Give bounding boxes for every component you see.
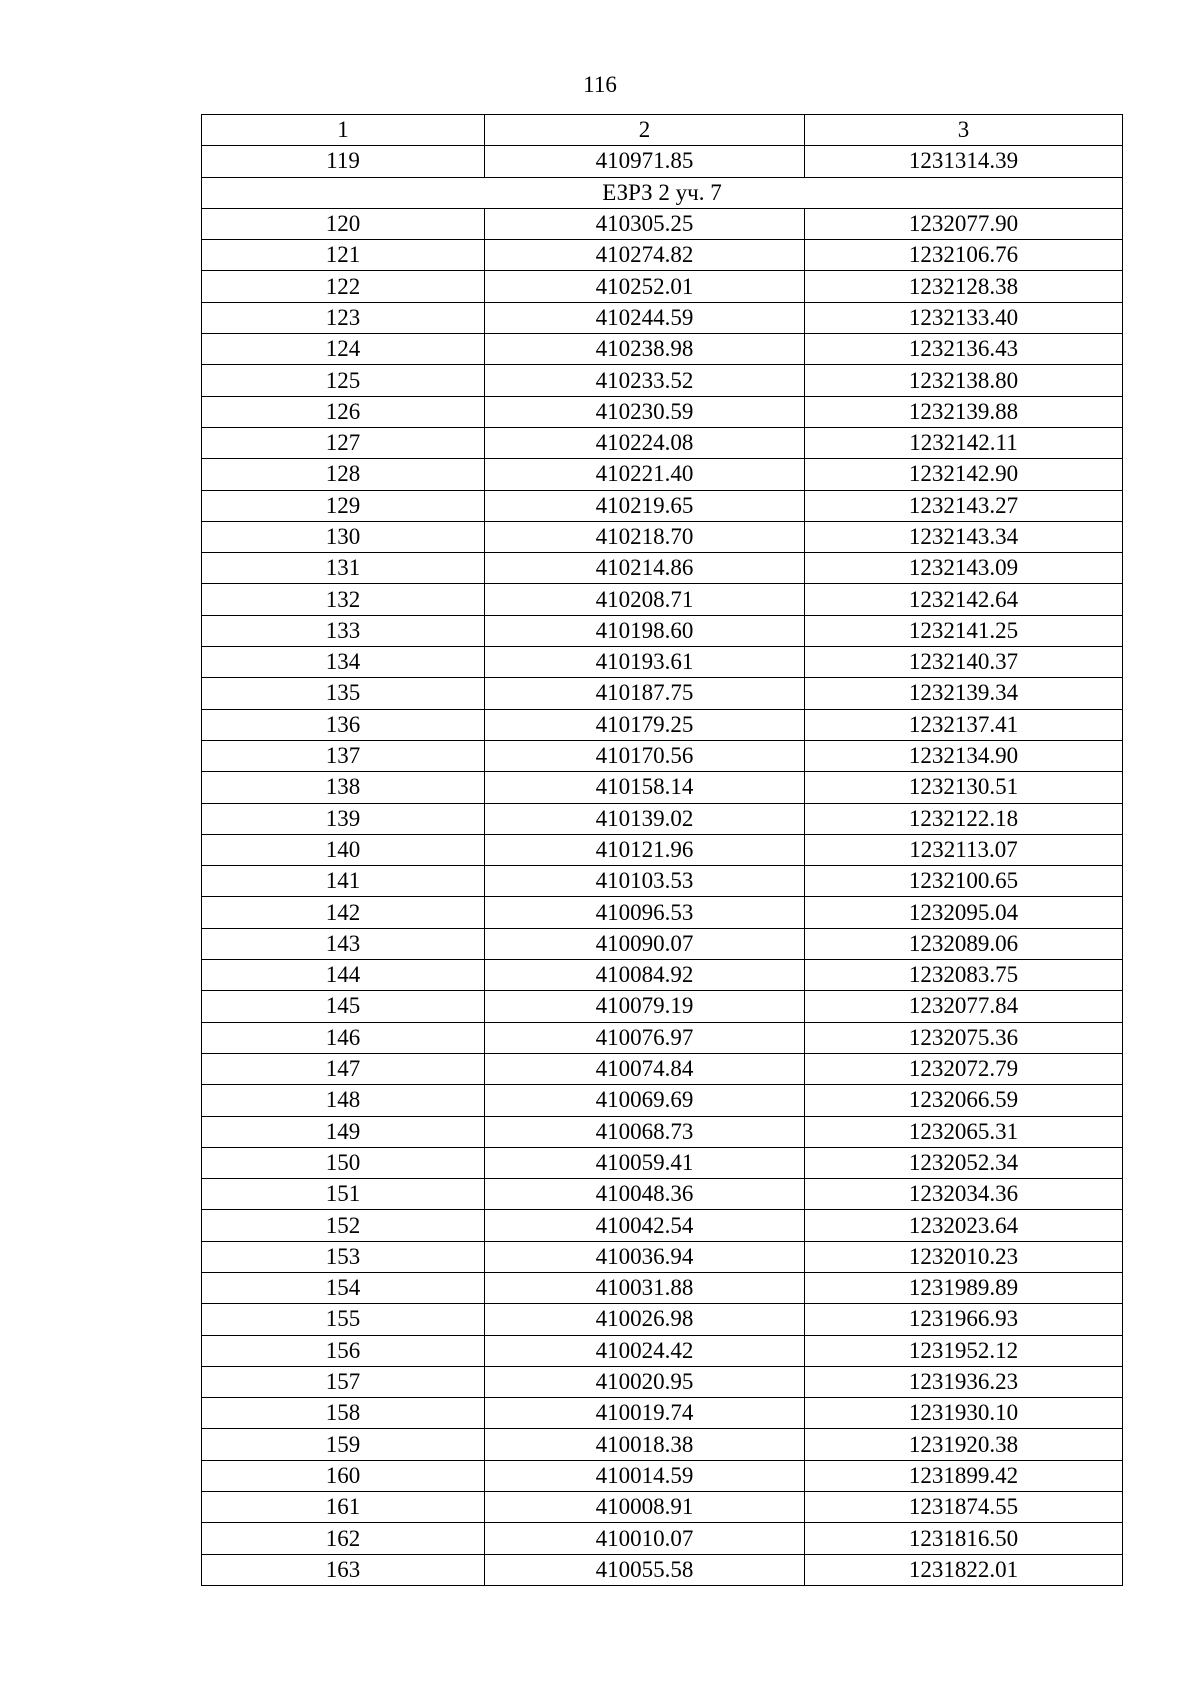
- table-row: [202, 1022, 1123, 1053]
- y-coordinate-cell: 1232095.04: [805, 897, 1123, 928]
- point-number-cell: 158: [202, 1398, 485, 1429]
- point-number-cell: 144: [202, 960, 485, 991]
- y-coordinate-cell: 1232113.07: [805, 834, 1123, 865]
- table-row: [202, 803, 1123, 834]
- point-number-cell: 152: [202, 1210, 485, 1241]
- point-number-cell: 124: [202, 334, 485, 365]
- x-coordinate-cell: 410252.01: [485, 271, 805, 302]
- x-coordinate-cell: 410059.41: [485, 1147, 805, 1178]
- x-coordinate-cell: 410048.36: [485, 1179, 805, 1210]
- x-coordinate-cell: 410084.92: [485, 960, 805, 991]
- table-row: [202, 271, 1123, 302]
- point-number-cell: 120: [202, 208, 485, 239]
- point-number-cell: 149: [202, 1116, 485, 1147]
- point-number-cell: 128: [202, 459, 485, 490]
- point-number-cell: 142: [202, 897, 485, 928]
- x-coordinate-cell: 410121.96: [485, 834, 805, 865]
- column-header-1: 1: [202, 115, 485, 146]
- point-number-cell: 135: [202, 678, 485, 709]
- y-coordinate-cell: 1232100.65: [805, 866, 1123, 897]
- table-row: [202, 240, 1123, 271]
- y-coordinate-cell: 1231952.12: [805, 1335, 1123, 1366]
- table-row: [202, 553, 1123, 584]
- point-number-cell: 147: [202, 1053, 485, 1084]
- table-row: [202, 1272, 1123, 1303]
- y-coordinate-cell: 1232142.90: [805, 459, 1123, 490]
- table-row: [202, 1398, 1123, 1429]
- table-row: [202, 1147, 1123, 1178]
- point-number-cell: 151: [202, 1179, 485, 1210]
- x-coordinate-cell: 410238.98: [485, 334, 805, 365]
- point-number-cell: 160: [202, 1460, 485, 1491]
- y-coordinate-cell: 1232083.75: [805, 960, 1123, 991]
- point-number-cell: 153: [202, 1241, 485, 1272]
- x-coordinate-cell: 410187.75: [485, 678, 805, 709]
- y-coordinate-cell: 1231966.93: [805, 1304, 1123, 1335]
- y-coordinate-cell: 1231874.55: [805, 1492, 1123, 1523]
- point-number-cell: 156: [202, 1335, 485, 1366]
- y-coordinate-cell: 1232052.34: [805, 1147, 1123, 1178]
- section-title: ЕЗРЗ 2 уч. 7: [202, 177, 1123, 208]
- table-row: [202, 1429, 1123, 1460]
- x-coordinate-cell: 410193.61: [485, 647, 805, 678]
- point-number-cell: 136: [202, 709, 485, 740]
- x-coordinate-cell: 410018.38: [485, 1429, 805, 1460]
- y-coordinate-cell: 1231930.10: [805, 1398, 1123, 1429]
- table-row: [202, 647, 1123, 678]
- point-number-cell: 130: [202, 521, 485, 552]
- point-number-cell: 157: [202, 1366, 485, 1397]
- table-row: [202, 365, 1123, 396]
- point-number-cell: 150: [202, 1147, 485, 1178]
- point-number-cell: 154: [202, 1272, 485, 1303]
- point-number-cell: 161: [202, 1492, 485, 1523]
- y-coordinate-cell: 1232133.40: [805, 302, 1123, 333]
- table-row: [202, 1241, 1123, 1272]
- point-number-cell: 119: [202, 146, 485, 177]
- y-coordinate-cell: 1231920.38: [805, 1429, 1123, 1460]
- table-row: [202, 459, 1123, 490]
- table-row: [202, 834, 1123, 865]
- x-coordinate-cell: 410024.42: [485, 1335, 805, 1366]
- table-row: [202, 490, 1123, 521]
- x-coordinate-cell: 410014.59: [485, 1460, 805, 1491]
- table-header: [202, 115, 1123, 146]
- y-coordinate-cell: 1232023.64: [805, 1210, 1123, 1241]
- table-row: [202, 1304, 1123, 1335]
- x-coordinate-cell: 410971.85: [485, 146, 805, 177]
- y-coordinate-cell: 1232072.79: [805, 1053, 1123, 1084]
- table-row: [202, 1554, 1123, 1585]
- point-number-cell: 134: [202, 647, 485, 678]
- y-coordinate-cell: 1232122.18: [805, 803, 1123, 834]
- x-coordinate-cell: 410031.88: [485, 1272, 805, 1303]
- section-row: [202, 177, 1123, 208]
- point-number-cell: 138: [202, 772, 485, 803]
- point-number-cell: 143: [202, 928, 485, 959]
- y-coordinate-cell: 1231989.89: [805, 1272, 1123, 1303]
- table-row: [202, 1335, 1123, 1366]
- x-coordinate-cell: 410224.08: [485, 427, 805, 458]
- y-coordinate-cell: 1232089.06: [805, 928, 1123, 959]
- x-coordinate-cell: 410244.59: [485, 302, 805, 333]
- table-row: [202, 208, 1123, 239]
- y-coordinate-cell: 1232139.34: [805, 678, 1123, 709]
- y-coordinate-cell: 1232138.80: [805, 365, 1123, 396]
- point-number-cell: 148: [202, 1085, 485, 1116]
- x-coordinate-cell: 410020.95: [485, 1366, 805, 1397]
- x-coordinate-cell: 410170.56: [485, 740, 805, 771]
- x-coordinate-cell: 410305.25: [485, 208, 805, 239]
- x-coordinate-cell: 410076.97: [485, 1022, 805, 1053]
- table-row: [202, 772, 1123, 803]
- x-coordinate-cell: 410103.53: [485, 866, 805, 897]
- x-coordinate-cell: 410096.53: [485, 897, 805, 928]
- x-coordinate-cell: 410079.19: [485, 991, 805, 1022]
- x-coordinate-cell: 410090.07: [485, 928, 805, 959]
- x-coordinate-cell: 410274.82: [485, 240, 805, 271]
- table-body: [202, 146, 1123, 1586]
- y-coordinate-cell: 1232142.64: [805, 584, 1123, 615]
- x-coordinate-cell: 410026.98: [485, 1304, 805, 1335]
- point-number-cell: 163: [202, 1554, 485, 1585]
- x-coordinate-cell: 410208.71: [485, 584, 805, 615]
- x-coordinate-cell: 410218.70: [485, 521, 805, 552]
- point-number-cell: 159: [202, 1429, 485, 1460]
- table-row: [202, 302, 1123, 333]
- y-coordinate-cell: 1232140.37: [805, 647, 1123, 678]
- x-coordinate-cell: 410042.54: [485, 1210, 805, 1241]
- point-number-cell: 141: [202, 866, 485, 897]
- table-row: [202, 1179, 1123, 1210]
- table-row: [202, 1085, 1123, 1116]
- point-number-cell: 162: [202, 1523, 485, 1554]
- table-row: [202, 1492, 1123, 1523]
- table-row: [202, 928, 1123, 959]
- y-coordinate-cell: 1232075.36: [805, 1022, 1123, 1053]
- x-coordinate-cell: 410008.91: [485, 1492, 805, 1523]
- column-header-2: 2: [485, 115, 805, 146]
- y-coordinate-cell: 1232142.11: [805, 427, 1123, 458]
- table-row: [202, 866, 1123, 897]
- point-number-cell: 125: [202, 365, 485, 396]
- table-row: [202, 897, 1123, 928]
- x-coordinate-cell: 410233.52: [485, 365, 805, 396]
- table-row: [202, 427, 1123, 458]
- point-number-cell: 127: [202, 427, 485, 458]
- y-coordinate-cell: 1232134.90: [805, 740, 1123, 771]
- point-number-cell: 132: [202, 584, 485, 615]
- point-number-cell: 146: [202, 1022, 485, 1053]
- y-coordinate-cell: 1231936.23: [805, 1366, 1123, 1397]
- table-row: [202, 1116, 1123, 1147]
- x-coordinate-cell: 410230.59: [485, 396, 805, 427]
- x-coordinate-cell: 410198.60: [485, 615, 805, 646]
- table-row: [202, 396, 1123, 427]
- point-number-cell: 145: [202, 991, 485, 1022]
- x-coordinate-cell: 410214.86: [485, 553, 805, 584]
- table-row: [202, 1210, 1123, 1241]
- y-coordinate-cell: 1232106.76: [805, 240, 1123, 271]
- y-coordinate-cell: 1232130.51: [805, 772, 1123, 803]
- table-row: [202, 521, 1123, 552]
- y-coordinate-cell: 1232143.09: [805, 553, 1123, 584]
- x-coordinate-cell: 410010.07: [485, 1523, 805, 1554]
- point-number-cell: 155: [202, 1304, 485, 1335]
- page-number: 116: [583, 72, 617, 97]
- table-row: [202, 1460, 1123, 1491]
- y-coordinate-cell: 1232034.36: [805, 1179, 1123, 1210]
- y-coordinate-cell: 1232136.43: [805, 334, 1123, 365]
- y-coordinate-cell: 1231816.50: [805, 1523, 1123, 1554]
- y-coordinate-cell: 1232066.59: [805, 1085, 1123, 1116]
- x-coordinate-cell: 410179.25: [485, 709, 805, 740]
- y-coordinate-cell: 1232077.90: [805, 208, 1123, 239]
- x-coordinate-cell: 410069.69: [485, 1085, 805, 1116]
- y-coordinate-cell: 1232143.34: [805, 521, 1123, 552]
- y-coordinate-cell: 1232010.23: [805, 1241, 1123, 1272]
- y-coordinate-cell: 1232128.38: [805, 271, 1123, 302]
- point-number-cell: 123: [202, 302, 485, 333]
- x-coordinate-cell: 410036.94: [485, 1241, 805, 1272]
- y-coordinate-cell: 1232077.84: [805, 991, 1123, 1022]
- x-coordinate-cell: 410019.74: [485, 1398, 805, 1429]
- table-row: [202, 1523, 1123, 1554]
- table-row: [202, 1366, 1123, 1397]
- table-row: [202, 584, 1123, 615]
- table-row: [202, 678, 1123, 709]
- table-row: [202, 334, 1123, 365]
- y-coordinate-cell: 1232139.88: [805, 396, 1123, 427]
- point-number-cell: 137: [202, 740, 485, 771]
- header-row: [202, 115, 1123, 146]
- coordinates-table: [201, 114, 1123, 1586]
- y-coordinate-cell: 1231899.42: [805, 1460, 1123, 1491]
- x-coordinate-cell: 410055.58: [485, 1554, 805, 1585]
- point-number-cell: 129: [202, 490, 485, 521]
- table-row: [202, 146, 1123, 177]
- point-number-cell: 133: [202, 615, 485, 646]
- column-header-3: 3: [805, 115, 1123, 146]
- x-coordinate-cell: 410158.14: [485, 772, 805, 803]
- x-coordinate-cell: 410074.84: [485, 1053, 805, 1084]
- y-coordinate-cell: 1231314.39: [805, 146, 1123, 177]
- point-number-cell: 126: [202, 396, 485, 427]
- point-number-cell: 122: [202, 271, 485, 302]
- y-coordinate-cell: 1232141.25: [805, 615, 1123, 646]
- y-coordinate-cell: 1231822.01: [805, 1554, 1123, 1585]
- point-number-cell: 131: [202, 553, 485, 584]
- table-row: [202, 1053, 1123, 1084]
- table-row: [202, 740, 1123, 771]
- x-coordinate-cell: 410219.65: [485, 490, 805, 521]
- y-coordinate-cell: 1232137.41: [805, 709, 1123, 740]
- y-coordinate-cell: 1232065.31: [805, 1116, 1123, 1147]
- x-coordinate-cell: 410068.73: [485, 1116, 805, 1147]
- table-row: [202, 960, 1123, 991]
- point-number-cell: 121: [202, 240, 485, 271]
- point-number-cell: 139: [202, 803, 485, 834]
- x-coordinate-cell: 410139.02: [485, 803, 805, 834]
- y-coordinate-cell: 1232143.27: [805, 490, 1123, 521]
- table-row: [202, 709, 1123, 740]
- x-coordinate-cell: 410221.40: [485, 459, 805, 490]
- point-number-cell: 140: [202, 834, 485, 865]
- table-row: [202, 615, 1123, 646]
- table-row: [202, 991, 1123, 1022]
